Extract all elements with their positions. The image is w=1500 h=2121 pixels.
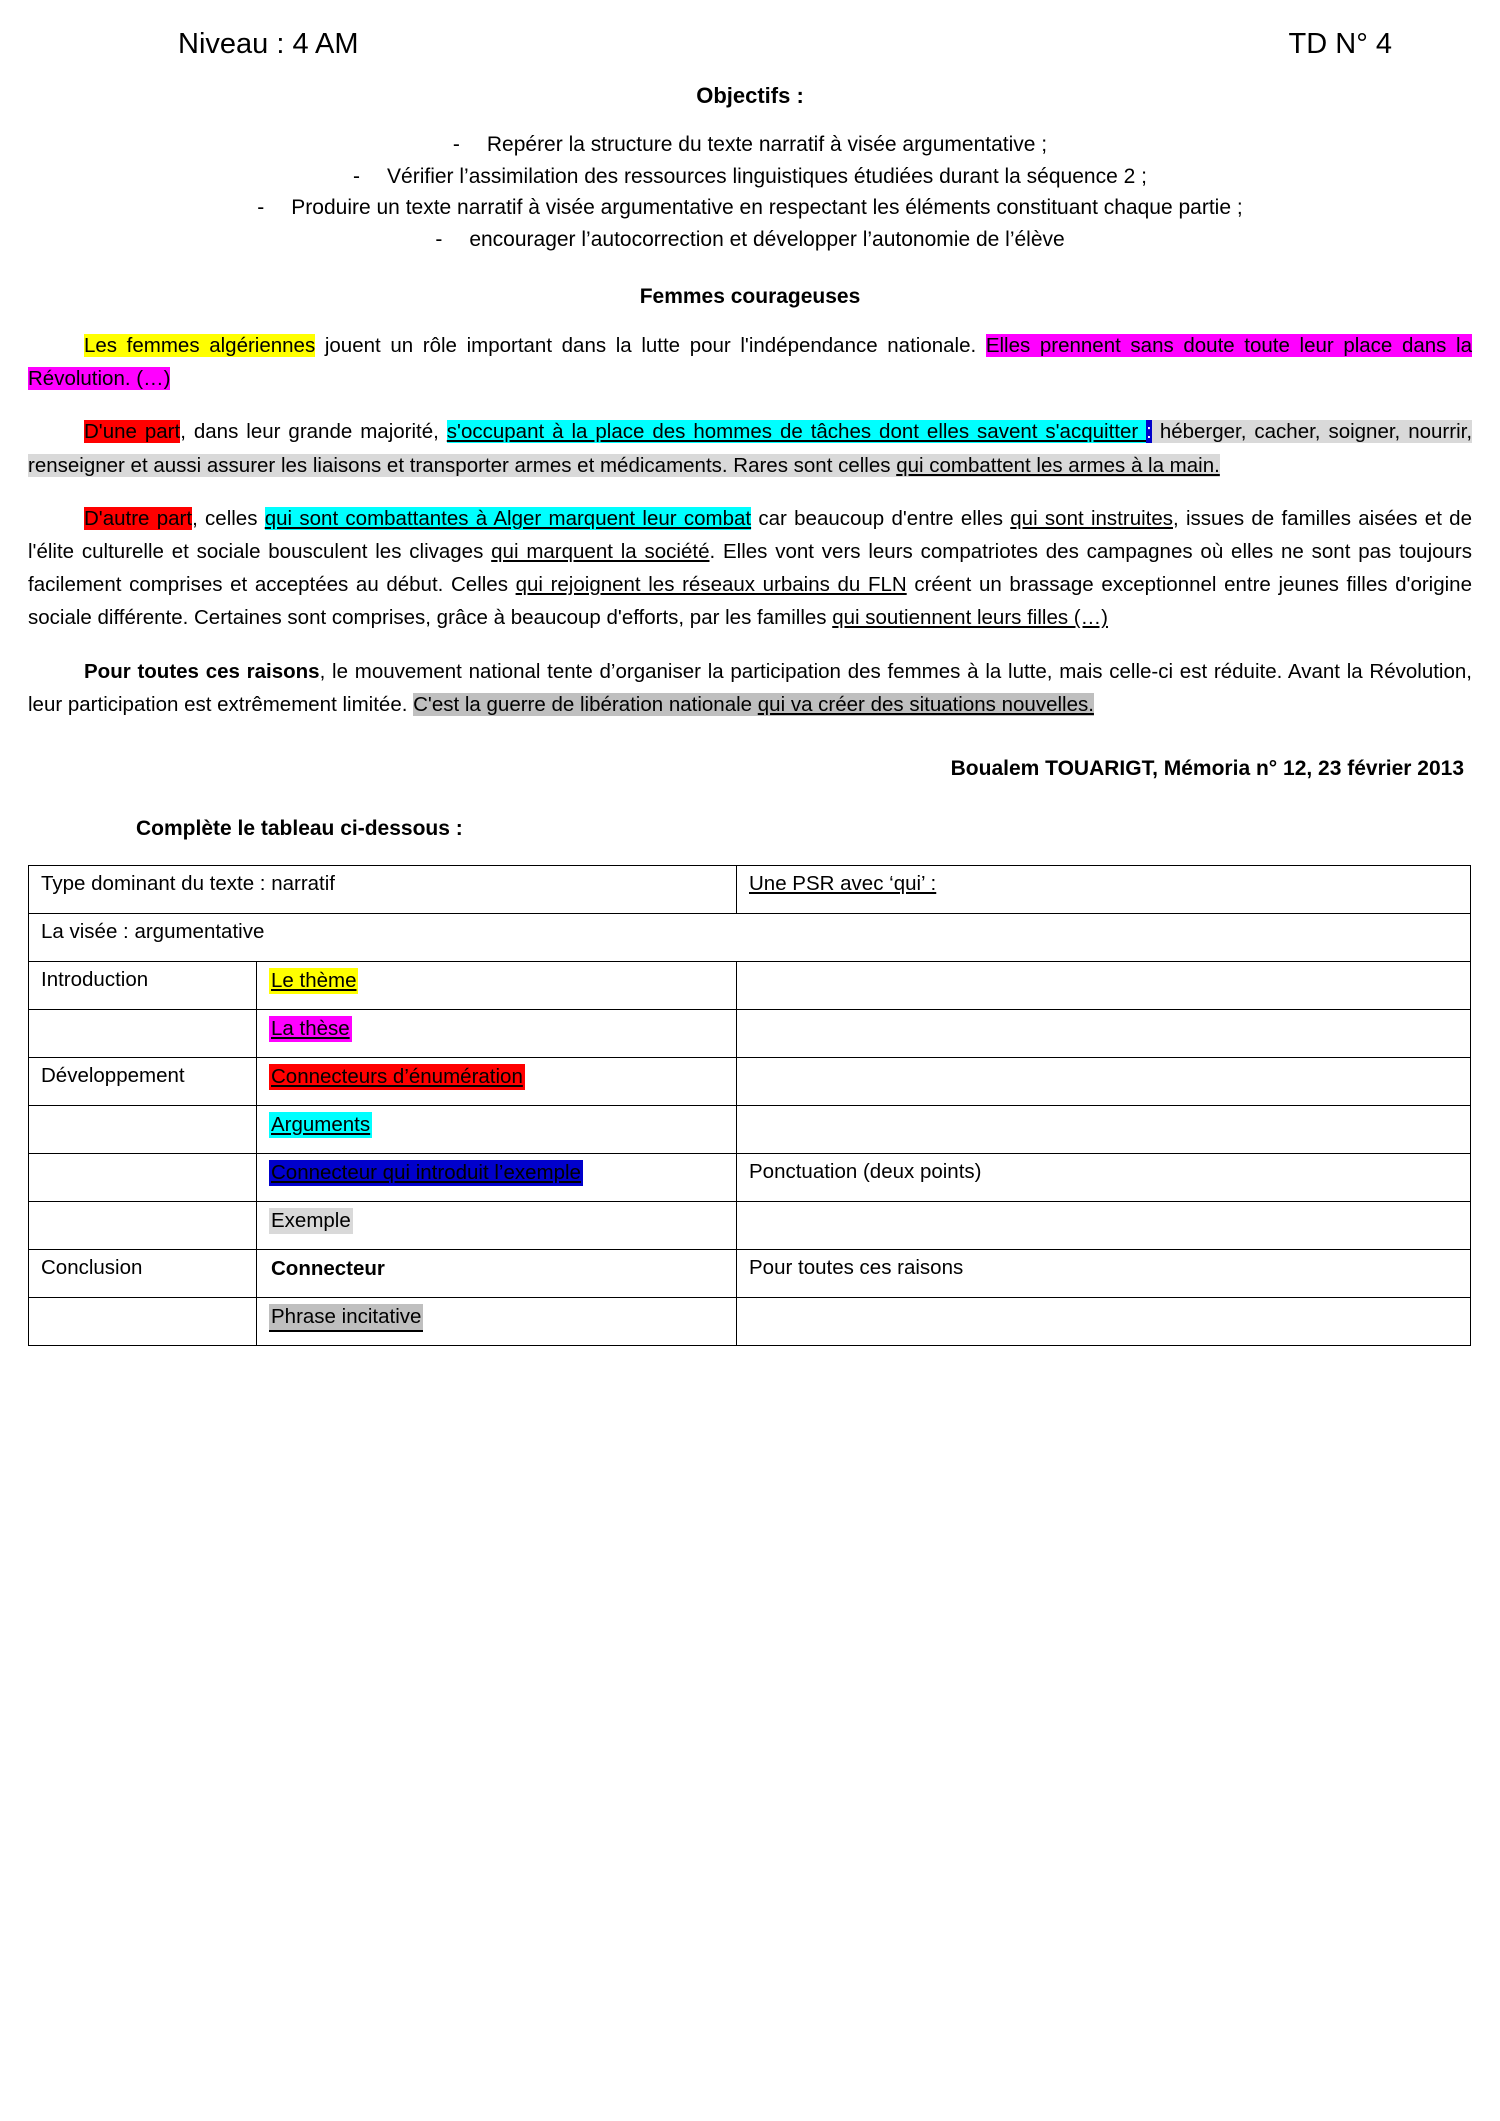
element-label-conclusion-connector: Connecteur [271, 1257, 385, 1281]
element-label-example-connector: Connecteur qui introduit l’exemple [271, 1161, 581, 1185]
element-label-connectors: Connecteurs d’énumération [271, 1065, 523, 1089]
cell-answer-connectors[interactable] [737, 1058, 1471, 1106]
objective-text: encourager l’autocorrection et développer l’autonomie de l’élève [469, 227, 1065, 251]
table-row [29, 1298, 1471, 1346]
bullet-dash-icon: - [435, 227, 443, 251]
table-row [29, 1154, 1471, 1202]
element-label-example: Exemple [271, 1209, 351, 1233]
table-row [29, 1106, 1471, 1154]
text-title: Femmes courageuses [639, 285, 861, 308]
objectives-title: Objectifs : [696, 83, 804, 108]
table-row [29, 1058, 1471, 1106]
structure-table [28, 865, 1471, 1346]
cell-part-empty [29, 1106, 257, 1154]
p3-c: , issues de familles aisées et de l'élite culturelle et sociale bousculent les clivages [28, 506, 1472, 564]
bullet-dash-icon: - [353, 164, 361, 188]
p3-d: . Elles vont vers leurs compatriotes des campagnes où elles ne sont pas toujours facilement comprises et acceptées au début. Celles [28, 540, 1472, 597]
cell-element-connectors [257, 1058, 737, 1106]
objective-text: Produire un texte narratif à visée argumentative en respectant les éléments constituant chaque partie ; [291, 196, 1243, 219]
cell-answer-theme[interactable] [737, 962, 1471, 1010]
highlight-argument-first: s'occupant à la place des hommes de tâches dont elles savent s'acquitter [446, 420, 1147, 444]
cell-answer-conclusion-connector[interactable]: Pour toutes ces raisons [737, 1250, 1471, 1298]
p3-e: créent un brassage exceptionnel entre jeunes filles d'origine sociale différente. Certaines sont comprises, grâce à beaucoup d'efforts, par les familles [28, 573, 1472, 630]
element-label-arguments: Arguments [271, 1113, 371, 1137]
level-label: Niveau : 4 AM [178, 28, 359, 60]
cell-part-introduction: Introduction [29, 962, 257, 1010]
task-instruction: Complète le tableau ci-dessous : [136, 817, 463, 841]
p1-middle: jouent un rôle important dans la lutte pour l'indépendance nationale. [315, 334, 986, 357]
cell-psr-header [737, 866, 1471, 914]
objective-item [28, 192, 1472, 224]
cell-answer-incitative[interactable] [737, 1298, 1471, 1346]
highlight-incitative-phrase: C'est la guerre de libération nationale [413, 692, 758, 716]
psr-header-label: Une PSR avec ‘qui’ : [749, 872, 937, 896]
objective-text: Repérer la structure du texte narratif à visée argumentative ; [486, 133, 1048, 156]
p2-after-connector: , dans leur grande majorité, [180, 420, 447, 444]
highlight-connector-second: D'autre part [84, 506, 193, 530]
table-row [29, 1250, 1471, 1298]
cell-element-thesis [257, 1010, 737, 1058]
p3-b: car beaucoup d'entre elles [751, 506, 1011, 530]
objective-item [28, 161, 1472, 193]
cell-element-theme [257, 962, 737, 1010]
cell-answer-example[interactable] [737, 1202, 1471, 1250]
table-row [29, 1202, 1471, 1250]
cell-part-conclusion: Conclusion [29, 1250, 257, 1298]
p3-a: , celles [192, 506, 265, 530]
psr-clause: qui sont instruites [1010, 506, 1173, 530]
highlight-example-connector: : [1146, 420, 1152, 444]
psr-clause: qui soutiennent leurs filles (…) [832, 606, 1108, 630]
table-row [29, 914, 1471, 962]
highlight-theme: Les femmes algériennes [84, 334, 316, 357]
table-row [29, 1010, 1471, 1058]
paragraph-development-first [28, 415, 1472, 481]
cell-text-aim: La visée : argumentative [29, 914, 1471, 962]
highlight-example-first: héberger, cacher, soigner, nourrir, renseigner et aussi assurer les liaisons et transporter armes et médicaments. Rares sont celles [28, 420, 1473, 477]
highlight-thesis: Elles prennent sans doute toute leur place dans la Révolution. (…) [28, 334, 1473, 391]
element-label-theme: Le thème [271, 969, 357, 993]
highlight-argument-second: qui sont combattantes à Alger marquent leur combat [264, 506, 752, 530]
cell-part-development: Développement [29, 1058, 257, 1106]
objective-item [28, 224, 1472, 256]
paragraph-conclusion [28, 655, 1472, 721]
cell-element-example [257, 1202, 737, 1250]
cell-element-example-connector [257, 1154, 737, 1202]
cell-text-type: Type dominant du texte : narratif [29, 866, 737, 914]
cell-part-empty [29, 1202, 257, 1250]
objective-text: Vérifier l’assimilation des ressources linguistiques étudiées durant la séquence 2 ; [387, 164, 1147, 188]
cell-part-empty [29, 1298, 257, 1346]
bullet-dash-icon: - [257, 196, 265, 219]
page-header [28, 28, 1472, 61]
cell-answer-arguments[interactable] [737, 1106, 1471, 1154]
paragraph-development-second [28, 502, 1472, 635]
objectives-list [28, 129, 1472, 255]
cell-element-conclusion-connector [257, 1250, 737, 1298]
cell-answer-example-connector[interactable]: Ponctuation (deux points) [737, 1154, 1471, 1202]
psr-clause: qui marquent la société [491, 540, 710, 564]
paragraph-introduction [28, 329, 1472, 395]
highlight-connector-first: D'une part [84, 420, 181, 444]
bullet-dash-icon: - [452, 133, 460, 156]
cell-element-arguments [257, 1106, 737, 1154]
p4-a: , le mouvement national tente d’organiser la participation des femmes à la lutte, mais celle-ci est réduite. Avant la Révolution, leur participation est extrêmement limitée. [28, 659, 1472, 716]
table-row [29, 866, 1471, 914]
source-attribution: Boualem TOUARIGT, Mémoria n° 12, 23 février 2013 [950, 757, 1464, 781]
cell-part-empty [29, 1010, 257, 1058]
cell-element-incitative [257, 1298, 737, 1346]
objective-item [28, 129, 1472, 161]
highlight-incitative-psr: qui va créer des situations nouvelles. [757, 692, 1094, 716]
highlight-example-psr: qui combattent les armes à la main. [896, 453, 1220, 477]
element-label-thesis: La thèse [271, 1017, 350, 1041]
conclusion-connector: Pour toutes ces raisons [84, 659, 320, 683]
cell-answer-thesis[interactable] [737, 1010, 1471, 1058]
worksheet-number: TD N° 4 [1288, 28, 1392, 60]
psr-clause: qui rejoignent les réseaux urbains du FLN [515, 573, 907, 597]
cell-part-empty [29, 1154, 257, 1202]
element-label-incitative: Phrase incitative [269, 1304, 423, 1332]
table-row [29, 962, 1471, 1010]
